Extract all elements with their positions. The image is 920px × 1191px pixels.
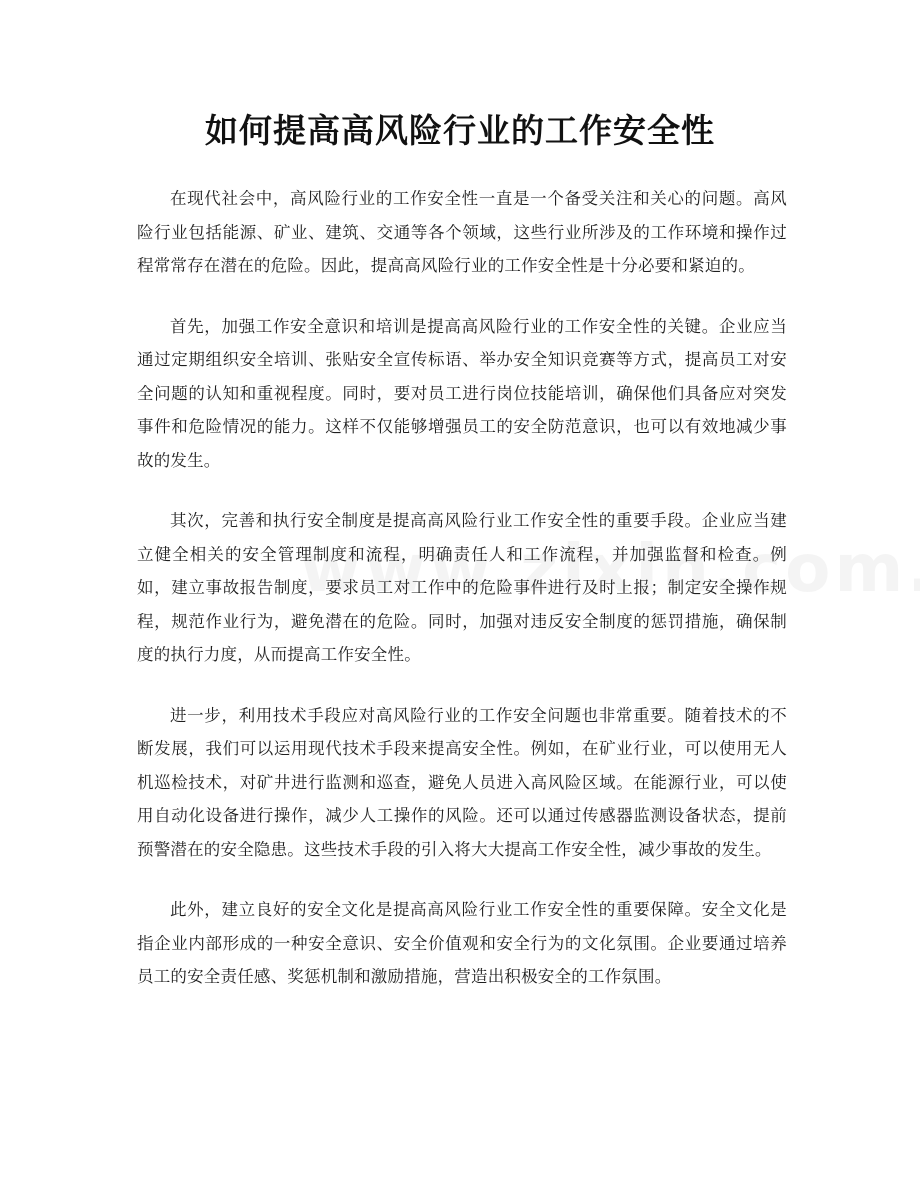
paragraph-first: 首先，加强工作安全意识和培训是提高高风险行业的工作安全性的关键。企业应当通过定期组织安全培训、张贴安全宣传标语、举办安全知识竞赛等方式，提高员工对安全问题的认知和重视程度。同时，要对员工进行岗位技能培训，确保他们具备应对突发事件和危险情况的能力。这样不仅能够增强员工的安全防范意识，也可以有效地减少事故的发生。 xyxy=(137,316,787,470)
document-title: 如何提高高风险行业的工作安全性 xyxy=(205,111,715,150)
paragraph-fourth: 此外，建立良好的安全文化是提高高风险行业工作安全性的重要保障。安全文化是指企业内部形成的一种安全意识、安全价值观和安全行为的文化氛围。企业要通过培养员工的安全责任感、奖惩机制和激励措施，营造出积极安全的工作氛围。 xyxy=(137,900,787,986)
paragraph-intro: 在现代社会中，高风险行业的工作安全性一直是一个备受关注和关心的问题。高风险行业包括能源、矿业、建筑、交通等各个领域，这些行业所涉及的工作环境和操作过程常常存在潜在的危险。因此，提高高风险行业的工作安全性是十分必要和紧迫的。 xyxy=(137,189,787,275)
paragraph-second: 其次，完善和执行安全制度是提高高风险行业工作安全性的重要手段。企业应当建立健全相关的安全管理制度和流程，明确责任人和工作流程，并加强监督和检查。例如，建立事故报告制度，要求员工对工作中的危险事件进行及时上报；制定安全操作规程，规范作业行为，避免潜在的危险。同时，加强对违反安全制度的惩罚措施，确保制度的执行力度，从而提高工作安全性。 xyxy=(137,511,787,664)
document-body xyxy=(137,182,787,1021)
paragraph-third: 进一步，利用技术手段应对高风险行业的工作安全问题也非常重要。随着技术的不断发展，我们可以运用现代技术手段来提高安全性。例如，在矿业行业，可以使用无人机巡检技术，对矿井进行监测和巡查，避免人员进入高风险区域。在能源行业，可以使用自动化设备进行操作，减少人工操作的风险。还可以通过传感器监测设备状态，提前预警潜在的安全隐患。这些技术手段的引入将大大提高工作安全性，减少事故的发生。 xyxy=(137,705,787,859)
